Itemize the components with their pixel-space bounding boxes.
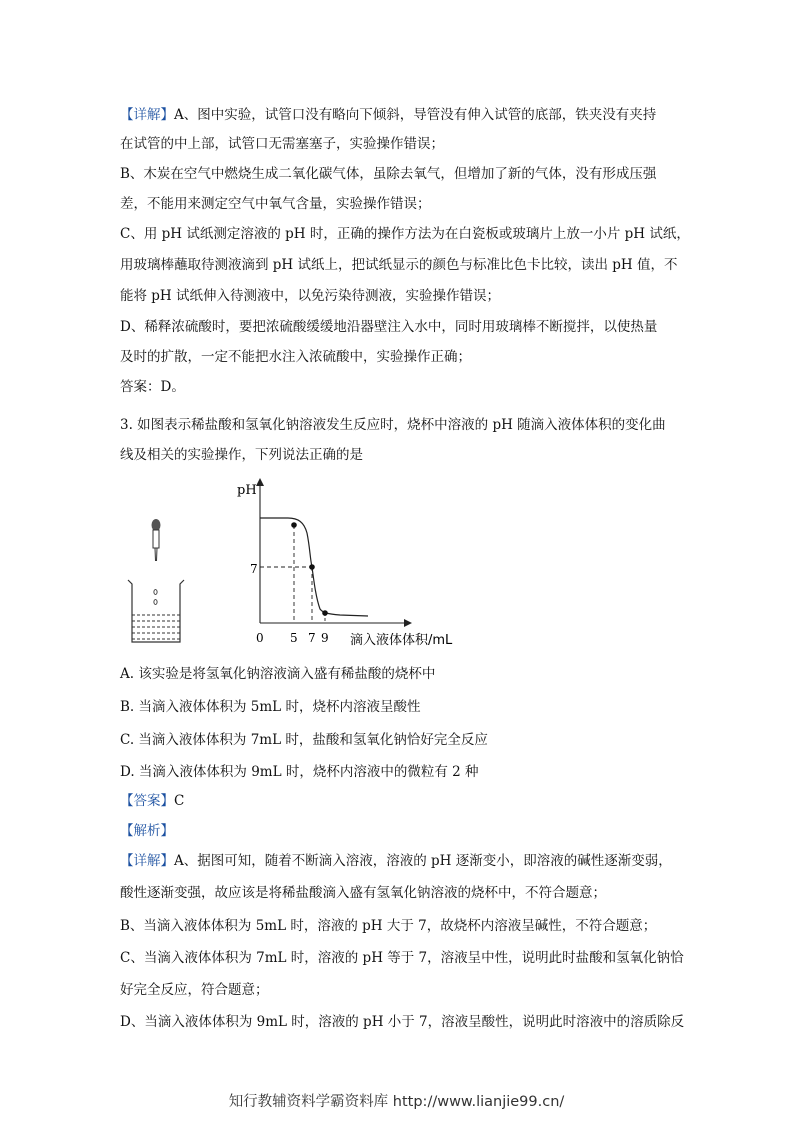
x-axis-label: 滴入液体体积/mL [350, 633, 453, 646]
x-tick-label-5: 5 [290, 631, 298, 645]
x-tick-label-0: 0 [256, 631, 264, 645]
text-line: C、当滴入液体体积为 7mL 时，溶液的 pH 等于 7，溶液呈中性，说明此时盐酸和氢氧化钠恰 [120, 950, 684, 966]
chart-axes [256, 478, 412, 627]
point-x5 [291, 522, 297, 528]
detail-tag: 【详解】 [120, 853, 174, 869]
detail-tag: 【详解】 [120, 107, 174, 123]
text-line: 能将 pH 试纸伸入待测液中，以免污染待测液，实验操作错误； [120, 288, 500, 304]
text-line: 及时的扩散，一定不能把水注入浓硫酸中，实验操作正确； [120, 349, 471, 365]
text-line: 用玻璃棒蘸取待测液滴到 pH 试纸上，把试纸显示的颜色与标准比色卡比较，读出 pH 值，不 [120, 257, 678, 273]
text-line: B、当滴入液体体积为 5mL 时，溶液的 pH 大于 7，故烧杯内溶液呈碱性，不符合题意； [120, 918, 657, 934]
answer-row [120, 792, 184, 810]
text-line: B、木炭在空气中燃烧生成二氧化碳气体，虽除去氧气，但增加了新的气体，没有形成压强 [120, 166, 657, 182]
text-line: 好完全反应，符合题意； [120, 982, 269, 998]
answer-value: C [174, 793, 185, 809]
detail-paragraph-a [120, 106, 656, 124]
detail-paragraph [120, 852, 672, 870]
answer-line: 答案：D。 [120, 379, 185, 395]
option-a: A. 该实验是将氢氧化钠溶液滴入盛有稀盐酸的烧杯中 [120, 666, 436, 682]
option-c: C. 当滴入液体体积为 7mL 时，盐酸和氢氧化钠恰好完全反应 [120, 732, 488, 748]
option-b: B. 当滴入液体体积为 5mL 时，烧杯内溶液呈酸性 [120, 699, 421, 715]
dropper-icon [152, 519, 161, 604]
text-line: A、据图可知，随着不断滴入溶液，溶液的 pH 逐渐变小，即溶液的碱性逐渐变弱， [174, 853, 672, 869]
answer-tag: 【答案】 [120, 793, 174, 809]
question-3: 3. 如图表示稀盐酸和氢氧化钠溶液发生反应时，烧杯中溶液的 pH 随滴入液体体积的变化曲 [120, 417, 666, 433]
text-line: 差，不能用来测定空气中氧气含量，实验操作错误； [120, 196, 431, 212]
x-tick-label-9: 9 [321, 631, 329, 645]
text-line: C、用 pH 试纸测定溶液的 pH 时，正确的操作方法为在白瓷板或玻璃片上放一小片 pH 试纸， [120, 226, 690, 242]
point-x7 [309, 564, 315, 570]
ph-figure [120, 478, 480, 646]
text-line: D、当滴入液体体积为 9mL 时，溶液的 pH 小于 7，溶液呈酸性，说明此时溶液中的溶质除反 [120, 1014, 685, 1030]
footer-watermark: 知行教辅资料学霸资料库 http://www.lianjie99.cn/ [228, 1094, 565, 1110]
x-tick-label-7: 7 [308, 631, 316, 645]
text-line: 在试管的中上部，试管口无需塞塞子，实验操作错误； [120, 136, 444, 152]
analysis-tag: 【解析】 [120, 823, 174, 839]
text-line: 酸性逐渐变强，故应该是将稀盐酸滴入盛有氢氧化钠溶液的烧杯中，不符合题意； [120, 885, 606, 901]
text-line: A、图中实验，试管口没有略向下倾斜，导管没有伸入试管的底部，铁夹没有夹持 [174, 107, 657, 123]
y-tick-label-7: 7 [250, 562, 258, 576]
point-x9 [322, 610, 328, 616]
text-line: D、稀释浓硫酸时，要把浓硫酸缓缓地沿器壁注入水中，同时用玻璃棒不断搅拌，以使热量 [120, 319, 658, 335]
option-d: D. 当滴入液体体积为 9mL 时，烧杯内溶液中的微粒有 2 种 [120, 764, 479, 780]
text-line: 线及相关的实验操作，下列说法正确的是 [120, 447, 363, 463]
y-axis-label: pH [237, 483, 257, 498]
